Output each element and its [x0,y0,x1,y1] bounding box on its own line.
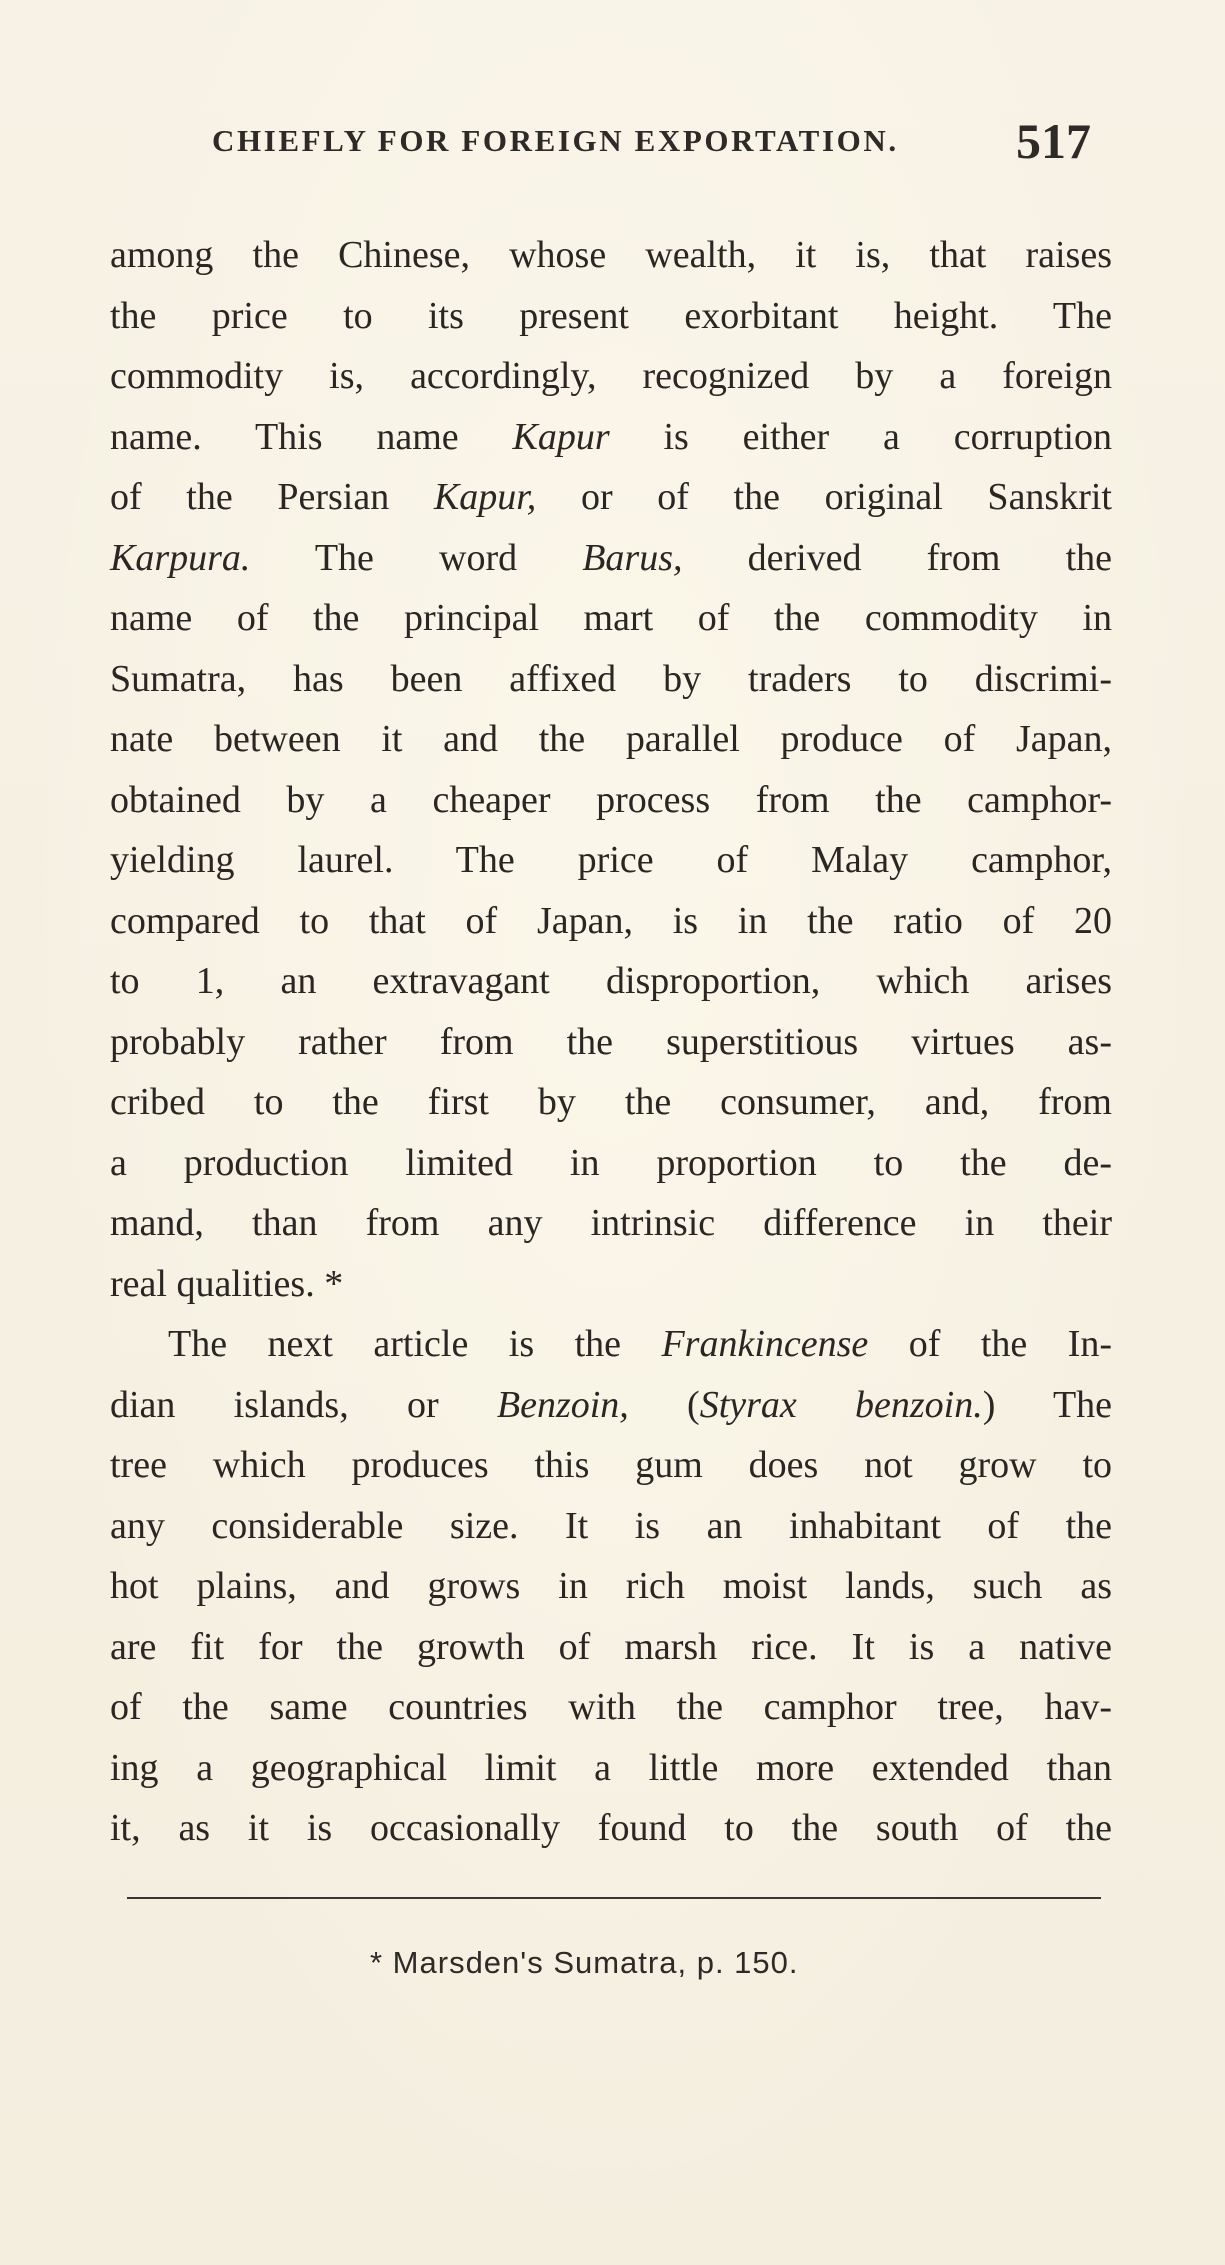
text-line: the price to its present exorbitant height. The [110,294,1112,337]
text-line: it, as it is occasionally found to the south of the [110,1807,1112,1849]
text-line: are fit for the growth of marsh rice. It is a native [110,1625,1112,1668]
text-line: among the Chinese, whose wealth, it is, that raises [110,234,1112,276]
paragraph-end-line [110,1254,1112,1315]
text-line: tree which produces this gum does not grow to [110,1444,1112,1486]
footnote-reference: real qualities. * [110,1262,344,1305]
italic-term: Kapur, [433,476,537,518]
text-line: name. This name Kapur is either a corruption [110,415,1112,458]
text-line: name of the principal mart of the commodity in [110,597,1112,639]
text-line: cribed to the first by the consumer, and, from [110,1081,1112,1123]
text-line: dian islands, or Benzoin, (Styrax benzoin.) The [110,1383,1113,1426]
running-head: CHIEFLY FOR FOREIGN EXPORTATION. [212,123,899,158]
text-line: to 1, an extravagant disproportion, which arises [110,960,1112,1002]
italic-term: Frankincense [661,1323,869,1365]
text-line: of the same countries with the camphor tree, hav- [110,1686,1112,1728]
footnote: * Marsden's Sumatra, p. 150. [370,1945,799,1980]
text-line: yielding laurel. The price of Malay camphor, [110,839,1112,881]
text-line: a production limited in proportion to the de- [110,1141,1112,1184]
text-line: Sumatra, has been affixed by traders to discrimi- [110,657,1112,700]
text-line: obtained by a cheaper process from the camphor- [110,778,1112,821]
text-line: of the Persian Kapur, or of the original Sanskrit [110,476,1112,518]
paragraph-start-line: The next article is the Frankincense of the In- [168,1323,1112,1365]
page-number: 517 [1016,113,1091,169]
italic-term: Styrax benzoin. [699,1383,983,1426]
footnote-rule [127,1897,1101,1899]
text-line: mand, than from any intrinsic difference in their [110,1202,1112,1244]
italic-term: Barus, [582,536,683,579]
italic-term: Kapur [512,415,610,458]
text-line: nate between it and the parallel produce of Japan, [110,718,1112,760]
text-line: ing a geographical limit a little more extended than [110,1746,1112,1789]
italic-term: Benzoin, [496,1383,629,1426]
text-line: any considerable size. It is an inhabitant of the [110,1504,1112,1547]
text-line: Karpura. The word Barus, derived from the [110,536,1112,579]
text-line: compared to that of Japan, is in the ratio of 20 [110,899,1112,942]
italic-term: Karpura. [110,536,251,579]
text-line: probably rather from the superstitious virtues as- [110,1020,1112,1063]
text-line: hot plains, and grows in rich moist lands, such as [110,1565,1112,1607]
body-text [110,225,1112,1859]
text-line: commodity is, accordingly, recognized by a foreign [110,355,1112,397]
